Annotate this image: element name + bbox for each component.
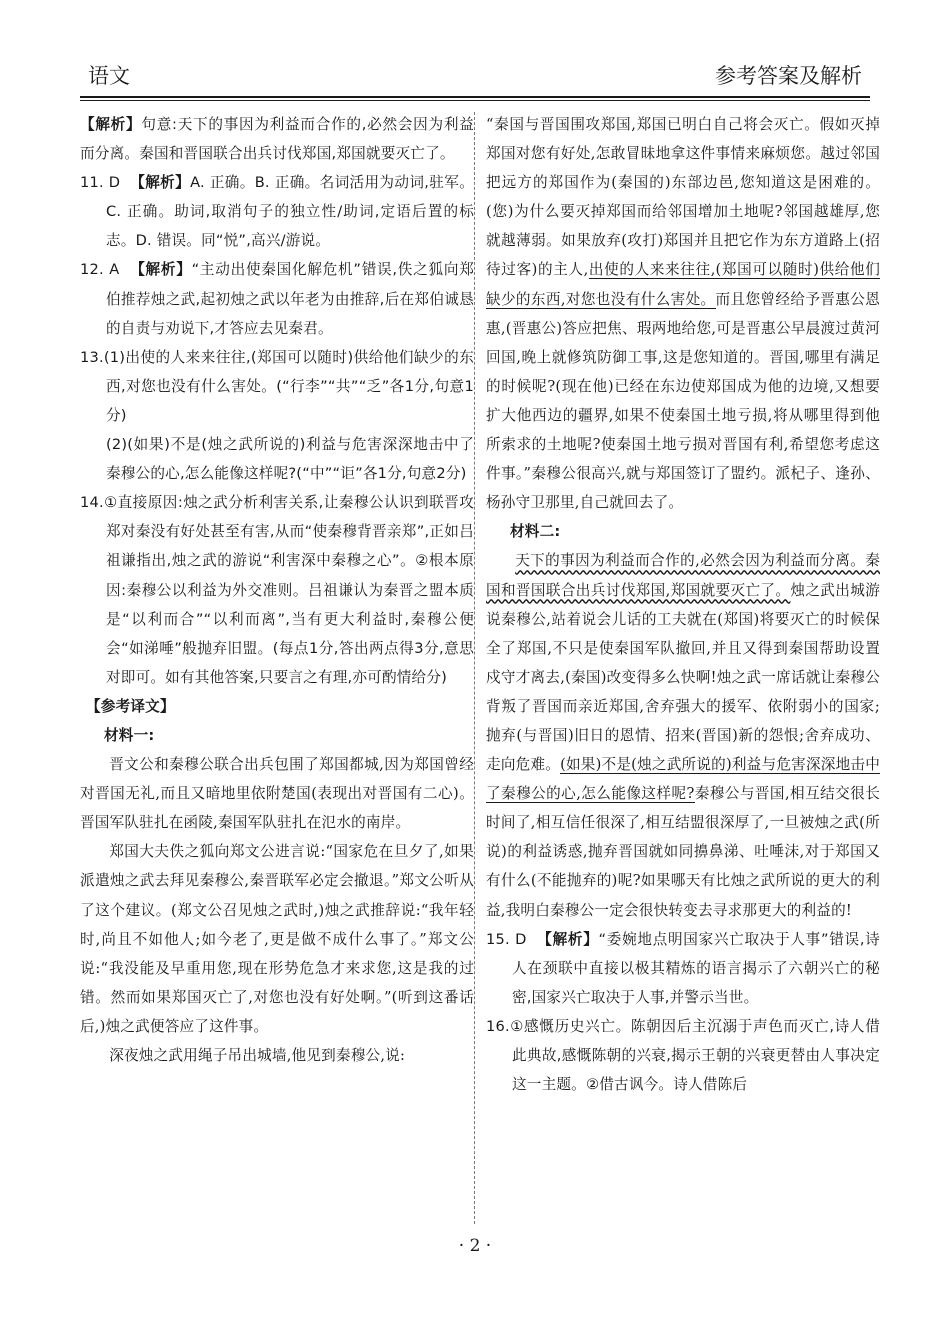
analysis-tag: 【解析】 <box>80 116 142 133</box>
question-number: 15. D <box>486 930 527 948</box>
answer-text: ①直接原因:烛之武分析利害关系,让秦穆公认识到联晋攻郑对秦没有好处甚至有害,从而“使秦穆背晋亲郑”,正如吕祖谦指出,烛之武的游说“利害深中秦穆之心”。②根本原因:秦穆公以利益为外交准则。吕祖谦认为秦晋之盟本质是“以利而合”“以利而离”,当有更大利益时,秦穆公便会“如涕唾”般抛弃旧盟。(每点1分,答出两点得3分,意思对即可。如有其他答案,只要言之有理,亦可酌情给分) <box>103 494 474 686</box>
analysis-tag: 【解析】 <box>130 261 192 279</box>
question-13-part-1 <box>80 343 474 430</box>
question-14 <box>80 488 474 692</box>
question-12 <box>80 255 474 342</box>
material-1-heading: 材料一: <box>104 726 155 744</box>
header-rule-thin <box>80 100 870 101</box>
analysis-tag: 【解析】 <box>537 930 599 948</box>
question-16 <box>486 1012 880 1099</box>
underlined-sentence: (如果)不是(烛之武所说的)利益与危害深深地击中了秦穆公的心,怎么能像这样呢? <box>486 756 880 803</box>
translation-paragraph: 深夜烛之武用绳子吊出城墙,他见到秦穆公,说: <box>109 1047 406 1064</box>
analysis-10 <box>80 110 474 168</box>
column-divider <box>474 112 475 1224</box>
translation-text: “秦国与晋国围攻郑国,郑国已明白自己将会灭亡。假如灭掉郑国对您有好处,怎敢冒昧地拿这件事情来麻烦您。越过邻国把远方的郑国作为(秦国的)东部边邑,您知道这是困难的。(您)为什么要灭掉郑国而给邻国增加土地呢?邻国越雄厚,您就越薄弱。如果放弃(攻打)郑国并且把它作为东方道路上(招待过客)的主人, <box>486 116 880 279</box>
question-11 <box>80 168 474 255</box>
analysis-tag: 【解析】 <box>130 174 191 192</box>
wavy-underlined-sentence: 天下的事因为利益而合作的,必然会因为利益而分离。秦国和晋国联合出兵讨伐郑国,郑国就要灭亡了。 <box>486 552 880 599</box>
translation-text: 而且您曾经给予晋惠公恩惠,(晋惠公)答应把焦、瑕两地给您,可是晋惠公早晨渡过黄河回国,晚上就修筑防御工事,这是您知道的。晋国,哪里有满足的时候呢?(现在他)已经在东边使郑国成为他的边境,又想要扩大他西边的疆界,如果不使秦国土地亏损,将从哪里得到他所索求的土地呢?使秦国土地亏损对晋国有利,希望您考虑这件事。”秦穆公很高兴,就与郑国签订了盟约。派杞子、逢孙、杨孙守卫那里,自己就回去了。 <box>486 290 881 512</box>
left-column <box>80 110 474 1070</box>
underlined-sentence: 出使的人来来往往,(郑国可以随时)供给他们缺少的东西,对您也没有什么害处。 <box>486 261 880 308</box>
question-13-part-2: (2)(如果)不是(烛之武所说的)利益与危害深深地击中了秦穆公的心,怎么能像这样呢?(“中”“讵”各1分,句意2分) <box>106 436 474 483</box>
answer-text: A. 正确。B. 正确。名词活用为动词,驻军。C. 正确。助词,取消句子的独立性/助词,定语后置的标志。D. 错误。同“悦”,高兴/游说。 <box>106 174 474 250</box>
analysis-text: 句意:天下的事因为利益而合作的,必然会因为利益而分离。秦国和晋国联合出兵讨伐郑国,郑国就要灭亡了。 <box>80 116 474 163</box>
answer-text: “主动出使秦国化解危机”错误,佚之狐向郑伯推荐烛之武,起初烛之武以年老为由推辞,后在郑伯诚恳的自责与劝说下,才答应去见秦君。 <box>106 261 474 337</box>
answer-text: “委婉地点明国家兴亡取决于人事”错误,诗人在颈联中直接以极其精炼的语言揭示了六朝兴亡的秘密,国家兴亡取决于人事,并警示当世。 <box>512 930 880 1006</box>
page-number: · 2 · <box>458 1236 492 1256</box>
page-header <box>80 0 870 92</box>
question-number: 13. <box>80 348 104 366</box>
translation-paragraph <box>486 546 880 924</box>
right-column <box>486 110 880 1099</box>
question-number: 14. <box>80 494 104 512</box>
translation-paragraph: 晋文公和秦穆公联合出兵包围了郑国都城,因为郑国曾经对晋国无礼,而且又暗地里依附楚国(表现出对晋国有二心)。晋国军队驻扎在函陵,秦国军队驻扎在氾水的南岸。 <box>80 756 474 832</box>
translation-paragraph <box>486 110 880 517</box>
translation-text: 烛之武出城游说秦穆公,站着说会儿话的工夫就在(郑国)将要灭亡的时候保全了郑国,不只是使秦国军队撤回,并且又得到秦国帮助设置戍守才离去,(秦国)改变得多么快啊!烛之武一席话就让秦穆公背叛了晋国而亲近郑国,舍弃强大的援军、依附弱小的国家;抛弃(与晋国)旧日的恩情、招来(晋国)新的怨恨;舍弃成功、走向危难。 <box>486 581 881 774</box>
question-number: 12. A <box>80 261 120 279</box>
answer-text: ①感慨历史兴亡。陈朝因后主沉溺于声色而灭亡,诗人借此典故,感慨陈朝的兴衰,揭示王朝的兴衰更替由人事决定这一主题。②借古讽今。诗人借陈后 <box>509 1017 880 1094</box>
translation-text: 秦穆公与晋国,相互结交很长时间了,相互信任很深了,相互结盟很深厚了,一旦被烛之武(所说)的利益诱惑,抛弃晋国就如同擤鼻涕、吐唾沫,对于郑国又有什么(不能抛弃的)呢?如果哪天有比烛之武所说的更大的利益,我明白秦穆公一定会很快转变去寻求那更大的利益的! <box>486 785 880 919</box>
question-number: 16. <box>486 1017 510 1035</box>
section-title: 参考答案及解析 <box>715 64 862 88</box>
question-15 <box>486 925 880 1012</box>
question-number: 11. D <box>80 174 121 192</box>
translation-heading: 【参考译文】 <box>86 697 175 715</box>
header-rule-thick <box>80 96 870 98</box>
translation-paragraph: 郑国大夫佚之狐向郑文公进言说:“国家危在旦夕了,如果派遣烛之武去拜见秦穆公,秦晋联军必定会撤退。”郑文公听从了这个建议。(郑文公召见烛之武时,)烛之武推辞说:“我年轻时,尚且不如他人;如今老了,更是做不成什么事了。”郑文公说:“我没能及早重用您,现在形势危急才来求您,这是我的过错。然而如果郑国灭亡了,对您也没有好处啊。”(听到这番话后,)烛之武便答应了这件事。 <box>80 843 474 1035</box>
material-2-heading: 材料二: <box>510 523 561 541</box>
answer-text: (1)出使的人来来往往,(郑国可以随时)供给他们缺少的东西,对您也没有什么害处。(“行李”“共”“乏”各1分,句意1分) <box>103 348 474 424</box>
subject-title: 语文 <box>88 64 130 88</box>
